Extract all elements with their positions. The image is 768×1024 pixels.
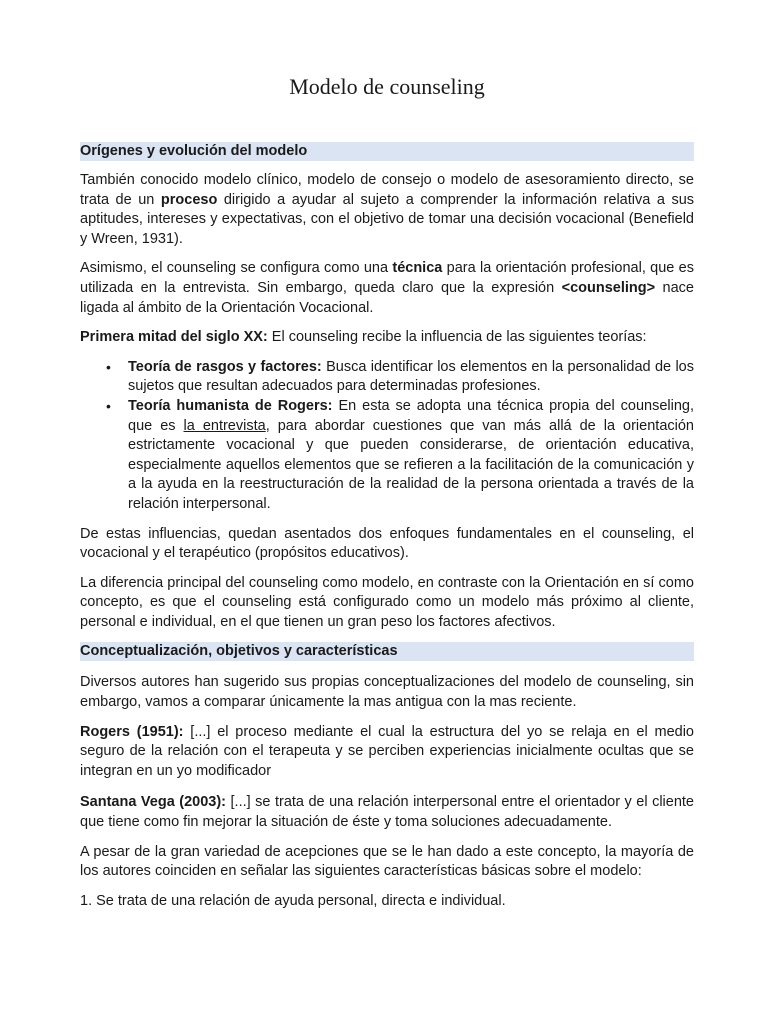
paragraph-autores: Diversos autores han sugerido sus propias conceptualizaciones del modelo de counseling, sin embargo, vamos a comparar únicamente la mas antigua con la mas reciente. (80, 674, 694, 711)
section-heading-origenes: Orígenes y evolución del modelo (80, 142, 694, 161)
numbered-item-1: 1. Se trata de una relación de ayuda personal, directa e individual. (80, 892, 506, 909)
bold-term-proceso: proceso (160, 191, 218, 208)
paragraph-diferencia: La diferencia principal del counseling como modelo, en contraste con la Orientación en sí como concepto, es que el counseling está configurado como un modelo más próximo al cliente, personal e individual, en el que tienen un gran peso los factores afectivos. (80, 574, 694, 630)
list-item-humanista-rogers: • Teoría humanista de Rogers: En esta se adopta una técnica propia del counseling, que es la entrevista, para abordar cuestiones que van más allá de la orientación estrictamente vocacional y que pueden considerarse, de orientación educativa, especialmente aquellos elementos que se refieren a la facilitación de la comunicación y a la ayuda en la reestructuración de la realidad de la persona orientada a través de la relación interpersonal. (106, 397, 695, 512)
list-item-rasgos-factores: • Teoría de rasgos y factores: Busca identificar los elementos en la personalidad de los sujetos que resultan adecuados para determinadas profesiones. (106, 358, 694, 395)
page-title: Modelo de counseling (289, 74, 485, 99)
bullet-icon: • (106, 397, 111, 414)
bold-term-santana: Santana Vega (2003): (80, 794, 227, 811)
paragraph-definition: También conocido modelo clínico, modelo de consejo o modelo de asesoramiento directo, se trata de un proceso dirigido a ayudar al sujeto a comprender la información relativa a sus aptitudes, intereses y expectativas, con el objetivo de tomar una decisión vocacional (Benefield y Wreen, 1931). (80, 172, 695, 247)
bold-term-counseling: <counseling> (561, 279, 656, 296)
paragraph-rogers-quote: Rogers (1951): [...] el proceso mediante el cual la estructura del yo se relaja en el medio seguro de la relación con el terapeuta y se perciben experiencias inicialmente ocultas que se integran en un yo modificador (80, 723, 694, 779)
bullet-icon: • (106, 358, 111, 375)
underlined-term-entrevista: la entrevista (183, 417, 266, 434)
theories-list (80, 358, 694, 515)
paragraph-enfoques: De estas influencias, quedan asentados dos enfoques fundamentales en el counseling, el vocacional y el terapéutico (propósitos educativos). (80, 525, 694, 562)
section-heading-conceptualizacion: Conceptualización, objetivos y características (80, 642, 694, 661)
document-page (80, 0, 694, 911)
bold-term-tecnica: técnica (392, 260, 443, 277)
paragraph-santana-quote: Santana Vega (2003): [...] se trata de una relación interpersonal entre el orientador y el cliente que tiene como fin mejorar la situación de éste y toma soluciones adecuadamente. (80, 794, 694, 831)
bold-term-rogers: Rogers (1951): (80, 723, 184, 740)
paragraph-technique: Asimismo, el counseling se configura como una técnica para la orientación profesional, que es utilizada en la entrevista. Sin embargo, queda claro que la expresión <counseling> nace ligada al ámbito de la Orientación Vocacional. (80, 260, 694, 316)
paragraph-caracteristicas: A pesar de la gran variedad de acepciones que se le han dado a este concepto, la mayoría de los autores coinciden en señalar las siguientes características básicas sobre el modelo: (80, 843, 694, 880)
bold-term-primera-mitad: Primera mitad del siglo XX: (80, 329, 268, 346)
paragraph-first-half-century: Primera mitad del siglo XX: El counseling recibe la influencia de las siguientes teorías: (80, 329, 647, 346)
